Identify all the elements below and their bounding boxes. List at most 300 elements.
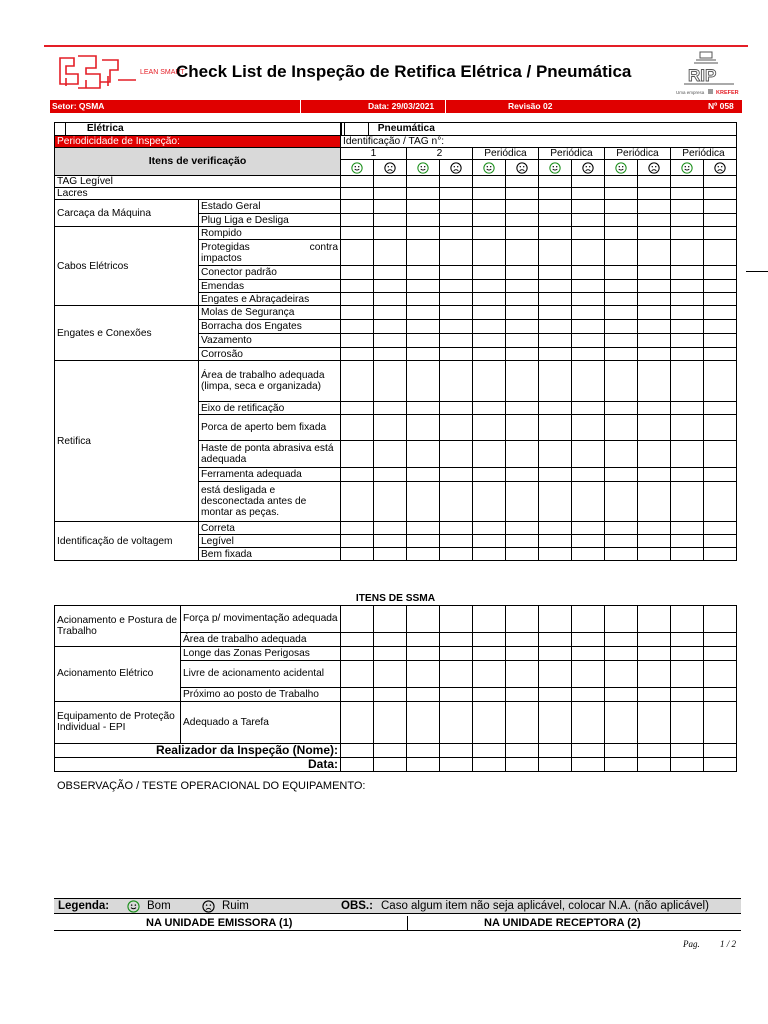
check-cell[interactable] — [473, 306, 506, 320]
check-cell[interactable] — [407, 757, 440, 771]
check-cell[interactable] — [671, 214, 704, 227]
check-cell[interactable] — [440, 522, 473, 535]
check-cell[interactable] — [539, 701, 572, 743]
check-cell[interactable] — [341, 535, 374, 548]
check-cell[interactable] — [605, 522, 638, 535]
check-cell[interactable] — [374, 266, 407, 280]
check-cell[interactable] — [374, 334, 407, 348]
check-cell[interactable] — [638, 757, 671, 771]
check-cell[interactable] — [539, 320, 572, 334]
check-cell[interactable] — [539, 188, 572, 200]
eletrica-checkbox[interactable] — [55, 123, 66, 135]
check-cell[interactable] — [539, 306, 572, 320]
check-cell[interactable] — [605, 280, 638, 293]
check-cell[interactable] — [572, 468, 605, 482]
check-cell[interactable] — [440, 306, 473, 320]
check-cell[interactable] — [671, 293, 704, 306]
check-cell[interactable] — [572, 334, 605, 348]
check-cell[interactable] — [572, 293, 605, 306]
check-cell[interactable] — [539, 214, 572, 227]
check-cell[interactable] — [605, 200, 638, 214]
check-cell[interactable] — [605, 348, 638, 361]
check-cell[interactable] — [638, 293, 671, 306]
check-cell[interactable] — [473, 522, 506, 535]
check-cell[interactable] — [440, 687, 473, 701]
check-cell[interactable] — [473, 548, 506, 561]
check-cell[interactable] — [539, 743, 572, 757]
check-cell[interactable] — [440, 743, 473, 757]
check-cell[interactable] — [671, 441, 704, 468]
check-cell[interactable] — [374, 605, 407, 632]
check-cell[interactable] — [638, 266, 671, 280]
check-cell[interactable] — [671, 415, 704, 441]
check-cell[interactable] — [605, 482, 638, 522]
check-cell[interactable] — [539, 334, 572, 348]
check-cell[interactable] — [506, 320, 539, 334]
check-cell[interactable] — [704, 361, 737, 402]
check-cell[interactable] — [473, 214, 506, 227]
check-cell[interactable] — [407, 402, 440, 415]
check-cell[interactable] — [671, 482, 704, 522]
check-cell[interactable] — [638, 548, 671, 561]
check-cell[interactable] — [407, 334, 440, 348]
check-cell[interactable] — [473, 660, 506, 687]
check-cell[interactable] — [506, 441, 539, 468]
check-cell[interactable] — [704, 320, 737, 334]
check-cell[interactable] — [374, 306, 407, 320]
check-cell[interactable] — [704, 402, 737, 415]
check-cell[interactable] — [506, 293, 539, 306]
check-cell[interactable] — [506, 188, 539, 200]
check-cell[interactable] — [374, 200, 407, 214]
check-cell[interactable] — [374, 701, 407, 743]
check-cell[interactable] — [605, 293, 638, 306]
check-cell[interactable] — [605, 214, 638, 227]
check-cell[interactable] — [407, 200, 440, 214]
check-cell[interactable] — [374, 522, 407, 535]
check-cell[interactable] — [473, 176, 506, 188]
check-cell[interactable] — [341, 757, 374, 771]
check-cell[interactable] — [638, 646, 671, 660]
check-cell[interactable] — [374, 468, 407, 482]
check-cell[interactable] — [440, 348, 473, 361]
check-cell[interactable] — [473, 482, 506, 522]
check-cell[interactable] — [407, 701, 440, 743]
check-cell[interactable] — [671, 535, 704, 548]
eletrica-option[interactable]: Elétrica — [55, 123, 341, 136]
check-cell[interactable] — [638, 361, 671, 402]
check-cell[interactable] — [473, 188, 506, 200]
check-cell[interactable] — [341, 548, 374, 561]
check-cell[interactable] — [341, 701, 374, 743]
check-cell[interactable] — [374, 227, 407, 240]
check-cell[interactable] — [506, 701, 539, 743]
check-cell[interactable] — [638, 522, 671, 535]
check-cell[interactable] — [440, 293, 473, 306]
check-cell[interactable] — [671, 522, 704, 535]
check-cell[interactable] — [704, 188, 737, 200]
check-cell[interactable] — [638, 743, 671, 757]
check-cell[interactable] — [506, 214, 539, 227]
check-cell[interactable] — [572, 632, 605, 646]
check-cell[interactable] — [572, 266, 605, 280]
check-cell[interactable] — [506, 632, 539, 646]
check-cell[interactable] — [572, 214, 605, 227]
check-cell[interactable] — [671, 605, 704, 632]
check-cell[interactable] — [572, 176, 605, 188]
check-cell[interactable] — [572, 441, 605, 468]
check-cell[interactable] — [341, 441, 374, 468]
check-cell[interactable] — [440, 320, 473, 334]
check-cell[interactable] — [440, 535, 473, 548]
check-cell[interactable] — [704, 441, 737, 468]
check-cell[interactable] — [605, 402, 638, 415]
check-cell[interactable] — [473, 266, 506, 280]
check-cell[interactable] — [407, 361, 440, 402]
check-cell[interactable] — [638, 632, 671, 646]
check-cell[interactable] — [605, 757, 638, 771]
check-cell[interactable] — [539, 361, 572, 402]
check-cell[interactable] — [605, 415, 638, 441]
check-cell[interactable] — [704, 701, 737, 743]
check-cell[interactable] — [341, 743, 374, 757]
check-cell[interactable] — [605, 701, 638, 743]
check-cell[interactable] — [704, 200, 737, 214]
check-cell[interactable] — [671, 176, 704, 188]
check-cell[interactable] — [704, 535, 737, 548]
check-cell[interactable] — [341, 402, 374, 415]
check-cell[interactable] — [671, 646, 704, 660]
check-cell[interactable] — [605, 660, 638, 687]
check-cell[interactable] — [341, 306, 374, 320]
check-cell[interactable] — [407, 646, 440, 660]
check-cell[interactable] — [539, 757, 572, 771]
check-cell[interactable] — [341, 660, 374, 687]
check-cell[interactable] — [407, 306, 440, 320]
check-cell[interactable] — [506, 548, 539, 561]
check-cell[interactable] — [671, 660, 704, 687]
check-cell[interactable] — [473, 280, 506, 293]
check-cell[interactable] — [704, 266, 737, 280]
check-cell[interactable] — [374, 348, 407, 361]
check-cell[interactable] — [572, 701, 605, 743]
check-cell[interactable] — [440, 240, 473, 266]
check-cell[interactable] — [704, 687, 737, 701]
check-cell[interactable] — [374, 415, 407, 441]
check-cell[interactable] — [539, 535, 572, 548]
check-cell[interactable] — [605, 441, 638, 468]
check-cell[interactable] — [374, 482, 407, 522]
check-cell[interactable] — [440, 482, 473, 522]
check-cell[interactable] — [440, 200, 473, 214]
check-cell[interactable] — [539, 348, 572, 361]
check-cell[interactable] — [506, 468, 539, 482]
check-cell[interactable] — [506, 522, 539, 535]
check-cell[interactable] — [407, 176, 440, 188]
check-cell[interactable] — [341, 280, 374, 293]
check-cell[interactable] — [638, 240, 671, 266]
check-cell[interactable] — [671, 548, 704, 561]
check-cell[interactable] — [539, 240, 572, 266]
check-cell[interactable] — [638, 441, 671, 468]
check-cell[interactable] — [671, 701, 704, 743]
check-cell[interactable] — [341, 188, 374, 200]
check-cell[interactable] — [605, 632, 638, 646]
check-cell[interactable] — [407, 293, 440, 306]
check-cell[interactable] — [539, 293, 572, 306]
check-cell[interactable] — [506, 176, 539, 188]
check-cell[interactable] — [572, 188, 605, 200]
check-cell[interactable] — [506, 482, 539, 522]
identificacao-tag[interactable]: Identificação / TAG n°: — [341, 136, 737, 148]
check-cell[interactable] — [506, 227, 539, 240]
check-cell[interactable] — [341, 227, 374, 240]
check-cell[interactable] — [341, 320, 374, 334]
check-cell[interactable] — [506, 348, 539, 361]
check-cell[interactable] — [407, 632, 440, 646]
check-cell[interactable] — [407, 188, 440, 200]
check-cell[interactable] — [638, 468, 671, 482]
check-cell[interactable] — [407, 320, 440, 334]
check-cell[interactable] — [473, 293, 506, 306]
check-cell[interactable] — [374, 320, 407, 334]
check-cell[interactable] — [539, 280, 572, 293]
check-cell[interactable] — [704, 176, 737, 188]
check-cell[interactable] — [704, 468, 737, 482]
check-cell[interactable] — [407, 227, 440, 240]
check-cell[interactable] — [341, 334, 374, 348]
check-cell[interactable] — [671, 632, 704, 646]
check-cell[interactable] — [638, 214, 671, 227]
check-cell[interactable] — [506, 200, 539, 214]
check-cell[interactable] — [440, 632, 473, 646]
check-cell[interactable] — [407, 605, 440, 632]
check-cell[interactable] — [473, 441, 506, 468]
check-cell[interactable] — [704, 646, 737, 660]
check-cell[interactable] — [671, 757, 704, 771]
check-cell[interactable] — [638, 200, 671, 214]
check-cell[interactable] — [539, 687, 572, 701]
check-cell[interactable] — [704, 293, 737, 306]
check-cell[interactable] — [539, 468, 572, 482]
check-cell[interactable] — [374, 687, 407, 701]
check-cell[interactable] — [704, 280, 737, 293]
check-cell[interactable] — [638, 482, 671, 522]
check-cell[interactable] — [605, 687, 638, 701]
check-cell[interactable] — [539, 632, 572, 646]
check-cell[interactable] — [605, 361, 638, 402]
check-cell[interactable] — [440, 441, 473, 468]
check-cell[interactable] — [407, 348, 440, 361]
check-cell[interactable] — [572, 660, 605, 687]
check-cell[interactable] — [704, 548, 737, 561]
check-cell[interactable] — [341, 632, 374, 646]
check-cell[interactable] — [407, 548, 440, 561]
check-cell[interactable] — [473, 348, 506, 361]
check-cell[interactable] — [671, 227, 704, 240]
check-cell[interactable] — [473, 402, 506, 415]
check-cell[interactable] — [506, 646, 539, 660]
check-cell[interactable] — [341, 482, 374, 522]
check-cell[interactable] — [638, 280, 671, 293]
check-cell[interactable] — [539, 415, 572, 441]
check-cell[interactable] — [440, 227, 473, 240]
check-cell[interactable] — [374, 743, 407, 757]
check-cell[interactable] — [671, 468, 704, 482]
check-cell[interactable] — [572, 548, 605, 561]
check-cell[interactable] — [374, 293, 407, 306]
check-cell[interactable] — [638, 227, 671, 240]
check-cell[interactable] — [704, 334, 737, 348]
check-cell[interactable] — [341, 687, 374, 701]
check-cell[interactable] — [572, 240, 605, 266]
check-cell[interactable] — [341, 214, 374, 227]
check-cell[interactable] — [638, 320, 671, 334]
check-cell[interactable] — [374, 214, 407, 227]
check-cell[interactable] — [440, 188, 473, 200]
check-cell[interactable] — [374, 646, 407, 660]
check-cell[interactable] — [440, 266, 473, 280]
check-cell[interactable] — [407, 687, 440, 701]
check-cell[interactable] — [572, 348, 605, 361]
check-cell[interactable] — [605, 535, 638, 548]
check-cell[interactable] — [374, 280, 407, 293]
check-cell[interactable] — [605, 227, 638, 240]
check-cell[interactable] — [638, 176, 671, 188]
check-cell[interactable] — [671, 280, 704, 293]
check-cell[interactable] — [407, 214, 440, 227]
check-cell[interactable] — [473, 240, 506, 266]
check-cell[interactable] — [671, 200, 704, 214]
check-cell[interactable] — [440, 757, 473, 771]
check-cell[interactable] — [473, 535, 506, 548]
check-cell[interactable] — [506, 757, 539, 771]
check-cell[interactable] — [605, 605, 638, 632]
check-cell[interactable] — [638, 701, 671, 743]
check-cell[interactable] — [440, 660, 473, 687]
check-cell[interactable] — [341, 646, 374, 660]
check-cell[interactable] — [671, 402, 704, 415]
check-cell[interactable] — [638, 188, 671, 200]
check-cell[interactable] — [605, 306, 638, 320]
check-cell[interactable] — [539, 266, 572, 280]
check-cell[interactable] — [539, 482, 572, 522]
check-cell[interactable] — [572, 687, 605, 701]
check-cell[interactable] — [440, 548, 473, 561]
check-cell[interactable] — [605, 548, 638, 561]
check-cell[interactable] — [539, 402, 572, 415]
check-cell[interactable] — [506, 361, 539, 402]
check-cell[interactable] — [473, 227, 506, 240]
check-cell[interactable] — [374, 660, 407, 687]
check-cell[interactable] — [572, 200, 605, 214]
check-cell[interactable] — [506, 743, 539, 757]
check-cell[interactable] — [704, 482, 737, 522]
check-cell[interactable] — [572, 306, 605, 320]
check-cell[interactable] — [638, 334, 671, 348]
check-cell[interactable] — [572, 482, 605, 522]
check-cell[interactable] — [539, 522, 572, 535]
check-cell[interactable] — [638, 306, 671, 320]
check-cell[interactable] — [506, 280, 539, 293]
check-cell[interactable] — [605, 646, 638, 660]
check-cell[interactable] — [407, 468, 440, 482]
check-cell[interactable] — [440, 415, 473, 441]
check-cell[interactable] — [473, 468, 506, 482]
check-cell[interactable] — [539, 646, 572, 660]
check-cell[interactable] — [572, 361, 605, 402]
check-cell[interactable] — [671, 188, 704, 200]
check-cell[interactable] — [506, 266, 539, 280]
check-cell[interactable] — [572, 402, 605, 415]
check-cell[interactable] — [440, 334, 473, 348]
check-cell[interactable] — [506, 306, 539, 320]
check-cell[interactable] — [407, 415, 440, 441]
check-cell[interactable] — [341, 415, 374, 441]
check-cell[interactable] — [374, 240, 407, 266]
check-cell[interactable] — [671, 320, 704, 334]
check-cell[interactable] — [572, 646, 605, 660]
check-cell[interactable] — [704, 522, 737, 535]
check-cell[interactable] — [473, 632, 506, 646]
check-cell[interactable] — [473, 701, 506, 743]
check-cell[interactable] — [671, 348, 704, 361]
check-cell[interactable] — [506, 334, 539, 348]
check-cell[interactable] — [638, 687, 671, 701]
check-cell[interactable] — [704, 743, 737, 757]
check-cell[interactable] — [506, 605, 539, 632]
check-cell[interactable] — [473, 200, 506, 214]
check-cell[interactable] — [704, 660, 737, 687]
check-cell[interactable] — [374, 441, 407, 468]
check-cell[interactable] — [671, 240, 704, 266]
check-cell[interactable] — [341, 348, 374, 361]
check-cell[interactable] — [539, 176, 572, 188]
check-cell[interactable] — [572, 415, 605, 441]
check-cell[interactable] — [473, 415, 506, 441]
check-cell[interactable] — [572, 743, 605, 757]
check-cell[interactable] — [506, 660, 539, 687]
check-cell[interactable] — [605, 320, 638, 334]
check-cell[interactable] — [473, 743, 506, 757]
check-cell[interactable] — [407, 660, 440, 687]
check-cell[interactable] — [704, 306, 737, 320]
check-cell[interactable] — [341, 361, 374, 402]
check-cell[interactable] — [374, 535, 407, 548]
check-cell[interactable] — [671, 306, 704, 320]
check-cell[interactable] — [440, 280, 473, 293]
check-cell[interactable] — [440, 701, 473, 743]
check-cell[interactable] — [341, 176, 374, 188]
check-cell[interactable] — [341, 200, 374, 214]
check-cell[interactable] — [539, 200, 572, 214]
check-cell[interactable] — [704, 214, 737, 227]
check-cell[interactable] — [473, 334, 506, 348]
check-cell[interactable] — [440, 361, 473, 402]
check-cell[interactable] — [473, 757, 506, 771]
check-cell[interactable] — [539, 441, 572, 468]
check-cell[interactable] — [572, 280, 605, 293]
check-cell[interactable] — [374, 402, 407, 415]
check-cell[interactable] — [704, 348, 737, 361]
check-cell[interactable] — [473, 320, 506, 334]
check-cell[interactable] — [506, 535, 539, 548]
check-cell[interactable] — [407, 240, 440, 266]
check-cell[interactable] — [638, 348, 671, 361]
check-cell[interactable] — [374, 632, 407, 646]
check-cell[interactable] — [341, 293, 374, 306]
check-cell[interactable] — [572, 535, 605, 548]
